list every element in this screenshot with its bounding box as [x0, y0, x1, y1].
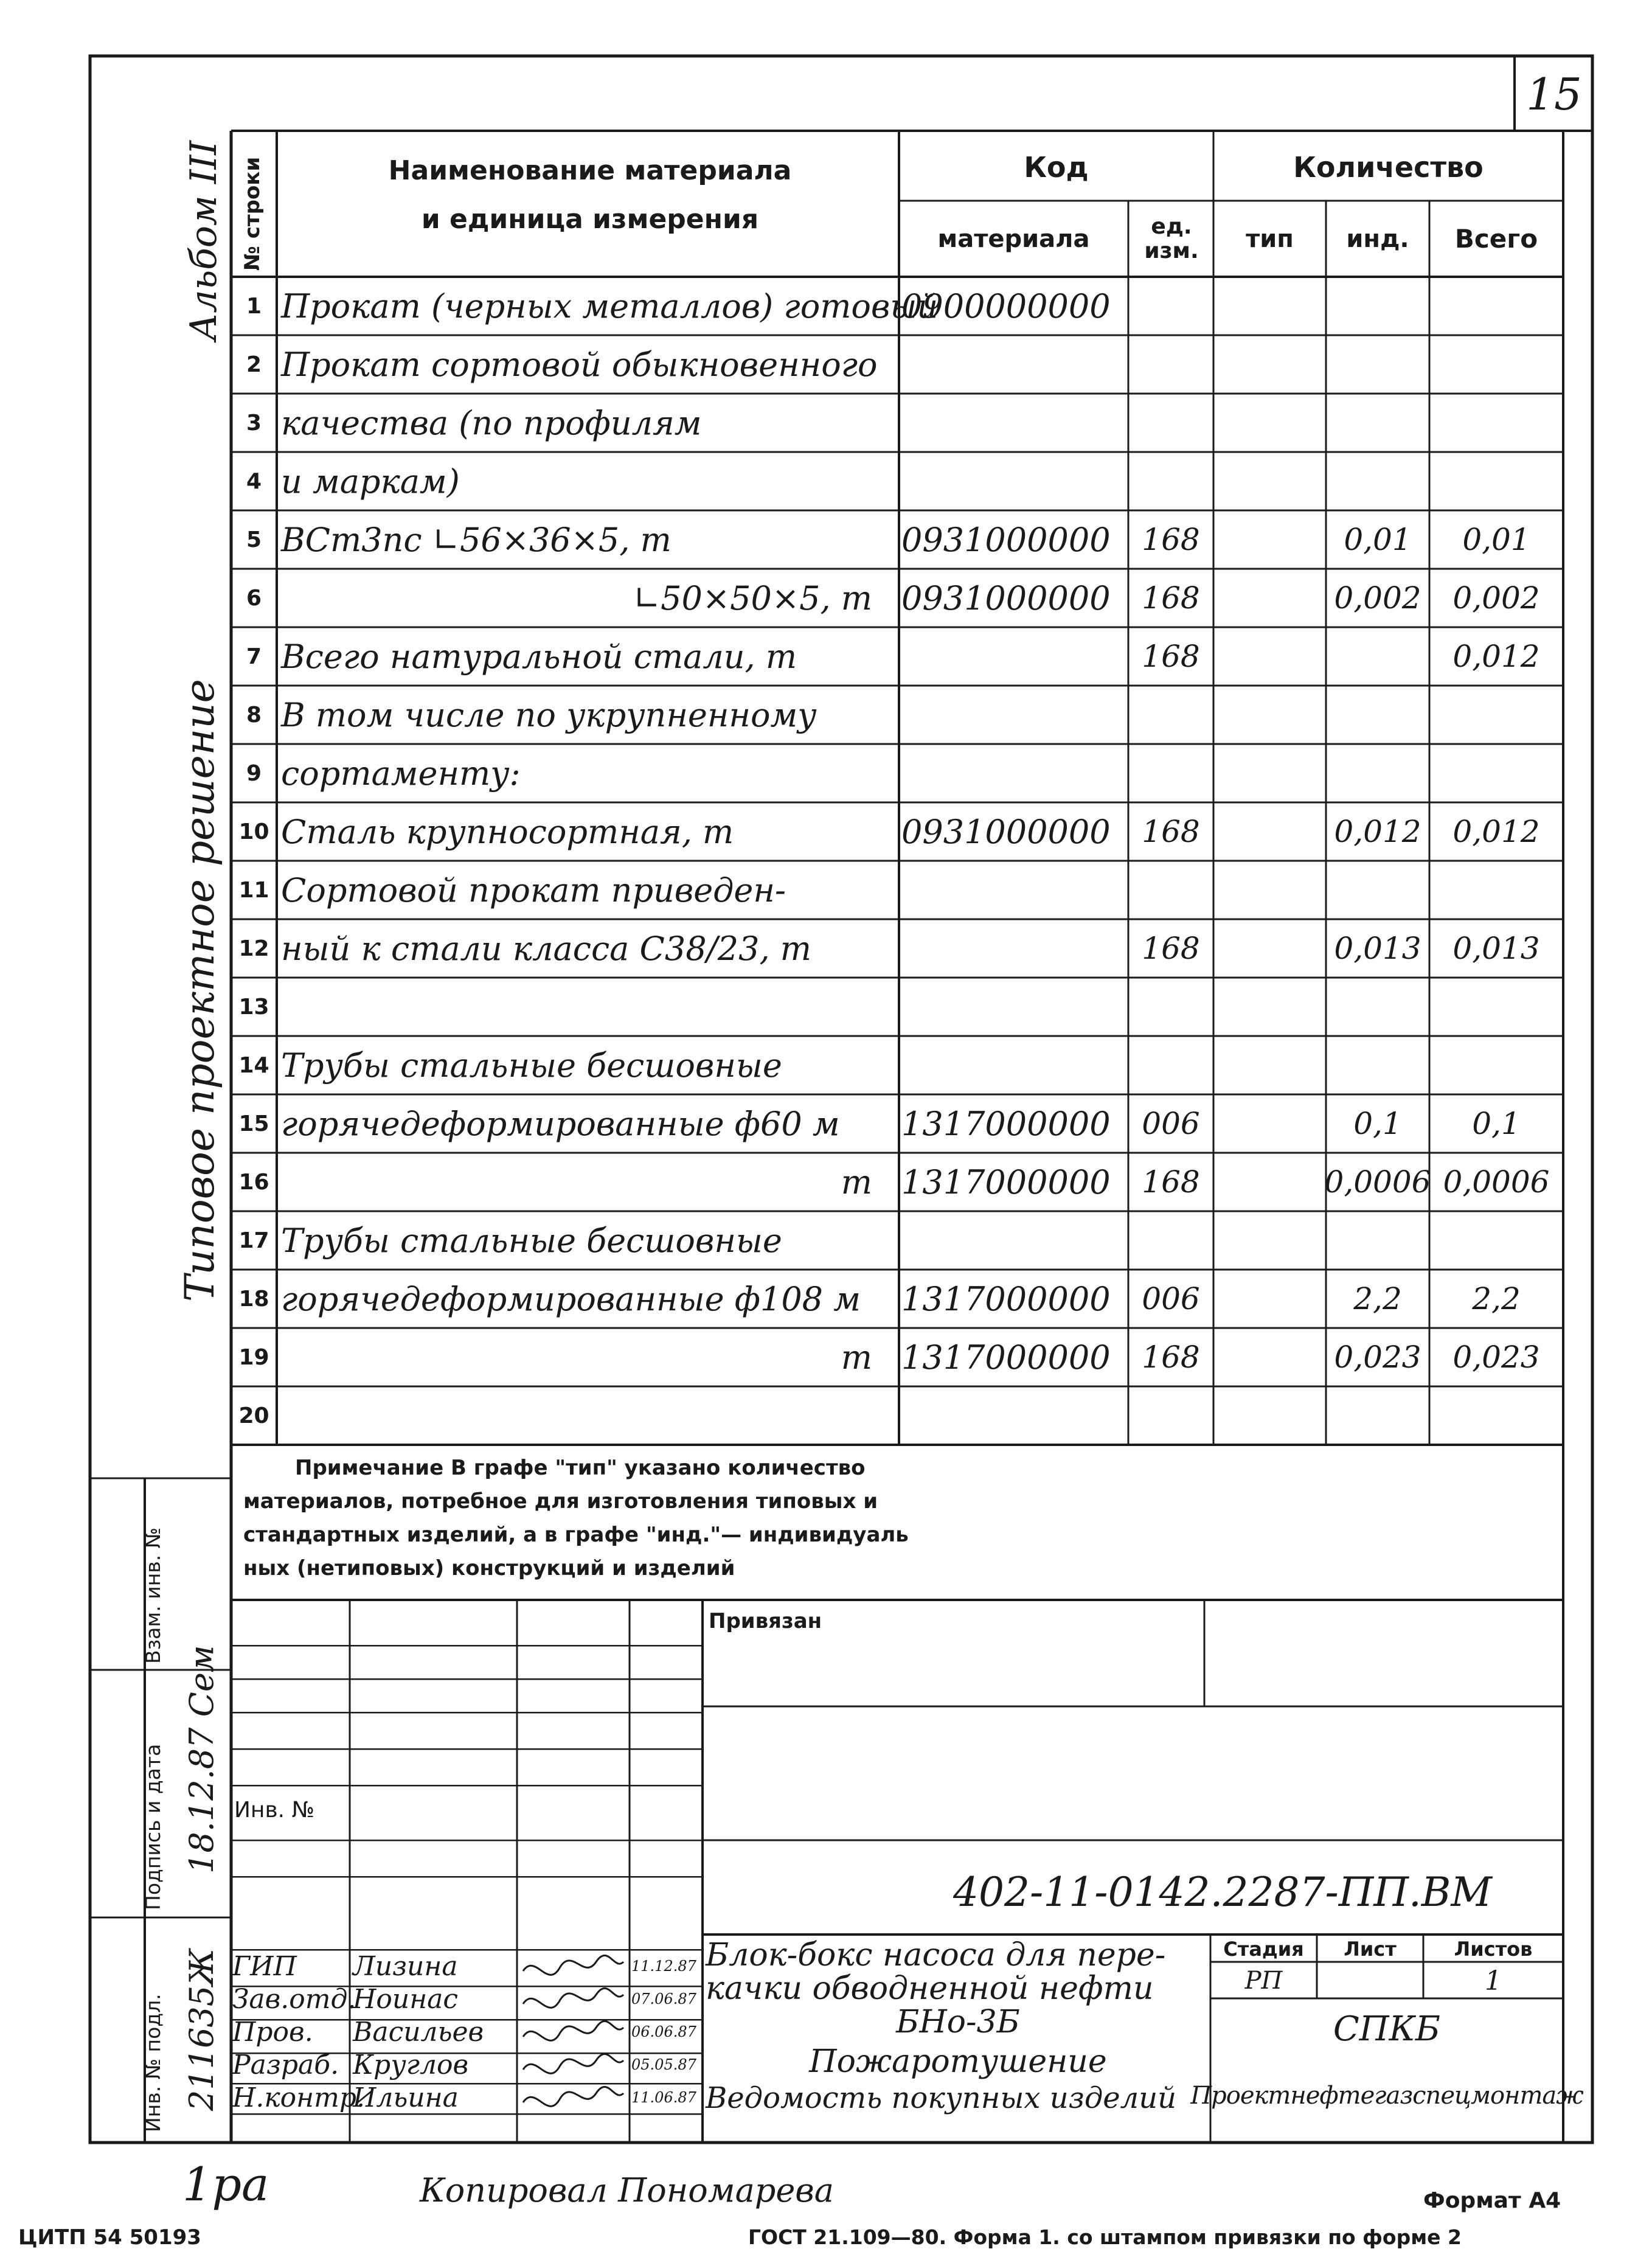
- row-4-total: [1429, 452, 1563, 510]
- row-14-code: [901, 1036, 1126, 1094]
- row-11-name: Сортовой прокат приведен-: [281, 871, 786, 909]
- inv-no-value: 211635Ж: [182, 1948, 221, 2111]
- stamp-person-4-name: Ильина: [353, 2082, 459, 2113]
- row-8-total: [1429, 686, 1563, 744]
- signature-4: [523, 2087, 623, 2106]
- row-18-ind: 2,2: [1353, 1281, 1402, 1316]
- row-15-n: 15: [238, 1111, 269, 1136]
- row-18-name: горячедеформированные ф108 м: [281, 1279, 861, 1318]
- stamp-designation: 402-11-0142.2287-ПП.ВМ: [953, 1868, 1492, 1916]
- row-4-name: и маркам): [281, 462, 460, 501]
- row-12-name: ный к стали класса С38/23, т: [281, 929, 812, 968]
- row-13-tip: [1213, 978, 1326, 1036]
- row-5-unit: 168: [1142, 522, 1200, 557]
- row-13-n: 13: [238, 994, 269, 1020]
- stamp-org-line1: СПКБ: [1333, 2009, 1441, 2049]
- row-17-tip: [1213, 1211, 1326, 1270]
- row-3-unit: [1128, 394, 1213, 452]
- row-18-total: 2,2: [1472, 1281, 1521, 1316]
- row-19-total: 0,023: [1452, 1340, 1540, 1375]
- row-11-tip: [1213, 861, 1326, 919]
- row-15-total: 0,1: [1472, 1106, 1521, 1141]
- row-4-ind: [1326, 452, 1429, 510]
- row-9-ind: [1326, 744, 1429, 802]
- row-14-name: Трубы стальные бесшовные: [281, 1046, 782, 1085]
- row-2-unit: [1128, 335, 1213, 394]
- row-15-unit: 006: [1142, 1106, 1200, 1141]
- row-1-total: [1429, 277, 1563, 335]
- row-18-unit: 006: [1142, 1281, 1200, 1316]
- row-1-name: Прокат (черных металлов) готовый: [281, 287, 939, 325]
- row-8-unit: [1128, 686, 1213, 744]
- stamp-person-2-date: 06.06.87: [631, 2023, 696, 2040]
- header-unit: ед. изм.: [1144, 214, 1199, 263]
- row-7-tip: [1213, 627, 1326, 686]
- row-16-ind: 0,0006: [1324, 1164, 1431, 1200]
- row-14-tip: [1213, 1036, 1326, 1094]
- row-3-code: [901, 394, 1126, 452]
- row-6-total: 0,002: [1452, 580, 1540, 616]
- row-6-code: 0931000000: [901, 579, 1111, 617]
- row-3-tip: [1213, 394, 1326, 452]
- row-2-tip: [1213, 335, 1326, 394]
- row-17-total: [1429, 1211, 1563, 1270]
- row-11-total: [1429, 861, 1563, 919]
- row-17-unit: [1128, 1211, 1213, 1270]
- row-16-tip: [1213, 1153, 1326, 1211]
- row-20-unit: [1128, 1386, 1213, 1445]
- stamp-sheets-label: Листов: [1454, 1938, 1533, 1961]
- row-12-code: [901, 919, 1126, 978]
- row-8-code: [901, 686, 1126, 744]
- signature-1: [523, 1988, 623, 2007]
- row-19-name: т: [841, 1338, 872, 1377]
- sign-date-label: Подпись и дата: [141, 1743, 165, 1910]
- header-name-line1: Наименование материала: [388, 155, 792, 186]
- row-8-tip: [1213, 686, 1326, 744]
- row-15-code: 1317000000: [901, 1104, 1111, 1143]
- header-material-code: материала: [937, 224, 1090, 253]
- row-5-code: 0931000000: [901, 520, 1111, 559]
- row-6-unit: 168: [1142, 580, 1200, 616]
- footer-citp: ЦИТП 54 50193: [18, 2225, 201, 2250]
- stamp-person-1-date: 07.06.87: [631, 1990, 696, 2007]
- row-10-total: 0,012: [1452, 814, 1540, 849]
- row-10-tip: [1213, 802, 1326, 861]
- stamp-person-0-date: 11.12.87: [631, 1958, 696, 1975]
- row-5-tip: [1213, 510, 1326, 569]
- row-14-total: [1429, 1036, 1563, 1094]
- row-11-code: [901, 861, 1126, 919]
- note-line1: Примечание В графе "тип" указано количество: [295, 1455, 866, 1480]
- row-7-code: [901, 627, 1126, 686]
- row-16-n: 16: [238, 1169, 269, 1195]
- stamp-person-0-role: ГИП: [232, 1950, 297, 1982]
- header-name-line2: и единица измерения: [421, 203, 759, 235]
- row-11-n: 11: [238, 877, 269, 903]
- row-12-ind: 0,013: [1334, 931, 1421, 966]
- stamp-person-3-role: Разраб.: [232, 2049, 339, 2080]
- stamp-person-3-date: 05.05.87: [631, 2056, 696, 2073]
- row-13-code: [901, 978, 1126, 1036]
- stamp-person-1-role: Зав.отд.: [232, 1983, 356, 2015]
- signature-0: [523, 1955, 623, 1975]
- stamp-person-2-name: Васильев: [353, 2016, 484, 2048]
- row-20-ind: [1326, 1386, 1429, 1445]
- row-9-total: [1429, 744, 1563, 802]
- row-4-n: 4: [246, 468, 262, 494]
- stamp-person-3-name: Круглов: [353, 2049, 469, 2080]
- inv-replace-label: Взам. инв. №: [141, 1527, 165, 1664]
- stamp-title-line2: качки обводненной нефти: [706, 1970, 1154, 2007]
- row-9-code: [901, 744, 1126, 802]
- stamp-inv-no: Инв. №: [234, 1797, 315, 1823]
- row-14-n: 14: [238, 1052, 269, 1078]
- signature-2: [523, 2021, 623, 2040]
- stamp-title-line5: Ведомость покупных изделий: [706, 2081, 1177, 2115]
- stamp-title-line1: Блок-бокс насоса для пере-: [706, 1937, 1166, 1973]
- row-19-unit: 168: [1142, 1340, 1200, 1375]
- row-17-code: [901, 1211, 1126, 1270]
- row-9-name: сортаменту:: [281, 754, 521, 793]
- row-2-name: Прокат сортовой обыкновенного: [281, 345, 878, 384]
- row-10-unit: 168: [1142, 814, 1200, 849]
- row-14-ind: [1326, 1036, 1429, 1094]
- row-16-code: 1317000000: [901, 1163, 1111, 1201]
- row-13-total: [1429, 978, 1563, 1036]
- row-number-header: № строки: [240, 156, 265, 271]
- note-line2: материалов, потребное для изготовления типовых и: [243, 1489, 878, 1514]
- row-1-n: 1: [246, 293, 262, 319]
- stamp-sheet-label: Лист: [1344, 1938, 1397, 1961]
- row-15-tip: [1213, 1094, 1326, 1153]
- note-line4: ных (нетиповых) конструкций и изделий: [243, 1556, 735, 1580]
- row-8-ind: [1326, 686, 1429, 744]
- row-20-name: [281, 1386, 897, 1445]
- row-1-code: 0900000000: [901, 287, 1111, 325]
- row-12-tip: [1213, 919, 1326, 978]
- row-20-tip: [1213, 1386, 1326, 1445]
- footer-gost: ГОСТ 21.109—80. Форма 1. со штампом привязки по форме 2: [748, 2225, 1462, 2249]
- row-3-name: качества (по профилям: [281, 403, 702, 442]
- row-12-unit: 168: [1142, 931, 1200, 966]
- row-3-n: 3: [246, 410, 262, 436]
- row-4-tip: [1213, 452, 1326, 510]
- row-10-ind: 0,012: [1334, 814, 1421, 849]
- row-13-ind: [1326, 978, 1429, 1036]
- stamp-stage-label: Стадия: [1223, 1938, 1304, 1961]
- row-5-total: 0,01: [1462, 522, 1530, 557]
- row-2-n: 2: [246, 352, 262, 377]
- row-11-unit: [1128, 861, 1213, 919]
- footer-format: Формат А4: [1423, 2188, 1561, 2213]
- stamp-person-4-role: Н.контр.: [232, 2082, 365, 2113]
- row-3-total: [1429, 394, 1563, 452]
- stamp-sheet-value: [1317, 1964, 1423, 1998]
- stamp-person-0-name: Лизина: [353, 1950, 458, 1982]
- row-2-ind: [1326, 335, 1429, 394]
- row-19-tip: [1213, 1328, 1326, 1386]
- row-15-name: горячедеформированные ф60 м: [281, 1104, 840, 1143]
- header-quantity: Количество: [1293, 151, 1484, 184]
- row-18-tip: [1213, 1270, 1326, 1328]
- row-7-unit: 168: [1142, 639, 1200, 674]
- row-10-n: 10: [238, 819, 269, 844]
- row-19-ind: 0,023: [1334, 1340, 1421, 1375]
- row-20-total: [1429, 1386, 1563, 1445]
- stamp-privyazan: Привязан: [709, 1609, 822, 1633]
- row-16-unit: 168: [1142, 1164, 1200, 1200]
- row-15-ind: 0,1: [1353, 1106, 1402, 1141]
- row-8-name: В том числе по укрупненному: [281, 695, 817, 734]
- row-6-tip: [1213, 569, 1326, 627]
- row-10-code: 0931000000: [901, 812, 1111, 851]
- signature-3: [523, 2054, 623, 2073]
- stamp-sheets-value: 1: [1485, 1965, 1502, 1997]
- row-11-ind: [1326, 861, 1429, 919]
- sign-date-value: 18.12.87 Сем: [182, 1645, 221, 1874]
- sheet-number: 15: [1526, 69, 1582, 120]
- row-7-n: 7: [246, 644, 262, 669]
- row-9-tip: [1213, 744, 1326, 802]
- row-14-unit: [1128, 1036, 1213, 1094]
- row-6-ind: 0,002: [1334, 580, 1421, 616]
- stamp-person-4-date: 11.06.87: [631, 2089, 696, 2106]
- row-7-name: Всего натуральной стали, т: [281, 637, 797, 676]
- row-4-code: [901, 452, 1126, 510]
- row-7-total: 0,012: [1452, 639, 1540, 674]
- row-12-total: 0,013: [1452, 931, 1540, 966]
- footer-mark: 1ра: [182, 2157, 269, 2211]
- stamp-org-line2: Проектнефтегазспецмонтаж: [1190, 2082, 1583, 2110]
- stamp-title-line3: БНо-3Б: [896, 2004, 1020, 2040]
- row-6-name: ∟50×50×5, т: [633, 579, 872, 617]
- row-16-total: 0,0006: [1443, 1164, 1550, 1200]
- row-8-n: 8: [246, 702, 262, 728]
- header-individual: инд.: [1346, 224, 1409, 253]
- row-19-code: 1317000000: [901, 1338, 1111, 1377]
- row-13-name: [281, 978, 897, 1036]
- row-1-ind: [1326, 277, 1429, 335]
- inv-no-label: Инв. № подл.: [141, 1994, 165, 2132]
- row-9-unit: [1128, 744, 1213, 802]
- footer-copied: Копировал Пономарева: [420, 2171, 834, 2209]
- album-label: Альбом III: [182, 141, 225, 341]
- header-type: тип: [1246, 224, 1294, 253]
- header-total: Всего: [1454, 224, 1538, 254]
- row-19-n: 19: [238, 1344, 269, 1370]
- row-1-tip: [1213, 277, 1326, 335]
- row-17-ind: [1326, 1211, 1429, 1270]
- row-16-name: т: [841, 1163, 872, 1201]
- row-4-unit: [1128, 452, 1213, 510]
- row-12-n: 12: [238, 936, 269, 961]
- stamp-person-1-name: Ноинас: [353, 1983, 459, 2015]
- row-5-name: ВСт3пс ∟56×36×5, т: [281, 520, 672, 559]
- row-10-name: Сталь крупносортная, т: [281, 812, 734, 851]
- row-13-unit: [1128, 978, 1213, 1036]
- row-18-code: 1317000000: [901, 1279, 1111, 1318]
- row-5-ind: 0,01: [1344, 522, 1412, 557]
- row-9-n: 9: [246, 760, 262, 786]
- project-type-label: Типовое проектное решение: [176, 679, 223, 1302]
- row-2-code: [901, 335, 1126, 394]
- row-2-total: [1429, 335, 1563, 394]
- stamp-stage-value: РП: [1244, 1967, 1283, 1995]
- row-17-name: Трубы стальные бесшовные: [281, 1221, 782, 1260]
- row-5-n: 5: [246, 527, 262, 552]
- header-code: Код: [1024, 151, 1089, 184]
- row-20-code: [901, 1386, 1126, 1445]
- row-1-unit: [1128, 277, 1213, 335]
- stamp-person-2-role: Пров.: [232, 2016, 313, 2048]
- note-line3: стандартных изделий, а в графе "инд."— индивидуаль: [243, 1522, 909, 1547]
- row-17-n: 17: [238, 1228, 269, 1253]
- row-3-ind: [1326, 394, 1429, 452]
- row-6-n: 6: [246, 585, 262, 611]
- row-18-n: 18: [238, 1286, 269, 1312]
- stamp-title-line4: Пожаротушение: [809, 2043, 1107, 2080]
- row-7-ind: [1326, 627, 1429, 686]
- row-20-n: 20: [238, 1403, 269, 1428]
